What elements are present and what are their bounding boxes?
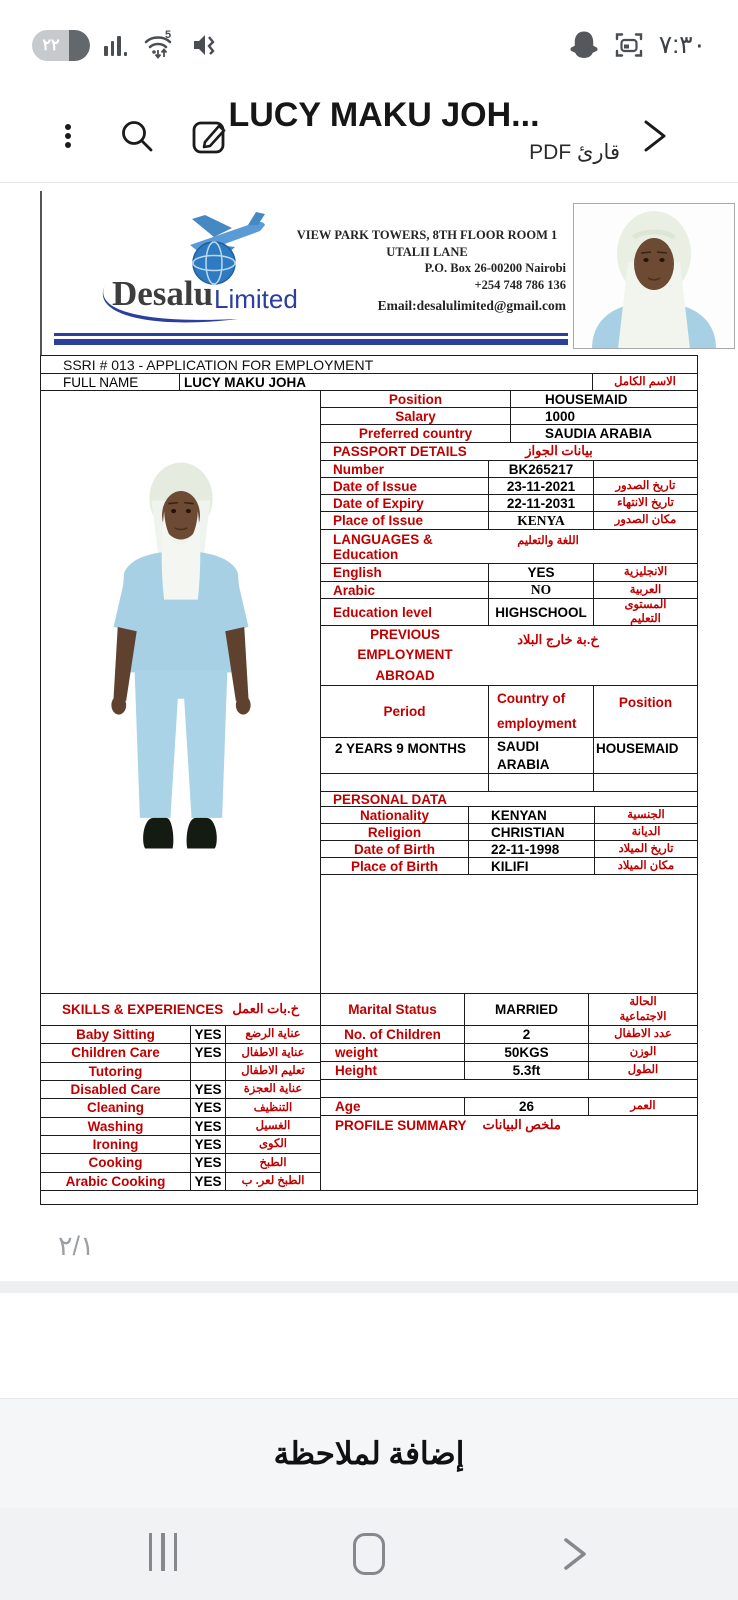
marital-status-value: MARRIED [465,994,589,1025]
place-of-birth-label: Place of Birth [321,858,469,874]
menu-button[interactable] [44,112,92,160]
company-address [288,227,566,315]
skill-row: Disabled Care YES عناية العجزة [41,1081,320,1099]
home-button[interactable] [324,1508,414,1600]
religion-value: CHRISTIAN [469,824,595,840]
age-label-ar: العمر [630,1100,656,1113]
number-value: BK265217 [489,461,594,477]
english-value: YES [489,564,594,581]
full-name-label: FULL NAME [41,374,180,390]
country-value: SAUDI ARABIA [489,738,594,773]
education-level-label-ar: المستوى التعليم [624,598,667,625]
form-bottom-section [41,994,697,1191]
date-of-issue-value: 23-11-2021 [489,478,594,494]
arabic-label: Arabic [321,582,489,598]
number-label-ar [594,461,697,477]
skills-header: SKILLS & EXPERIENCES [62,1002,224,1017]
address-line: +254 748 786 136 [474,277,566,292]
application-form [40,355,698,1205]
vibrate-mute-icon [189,29,221,61]
date-of-expiry-label: Date of Expiry [321,495,489,511]
weight-row: weight 50KGS الوزن [321,1044,697,1062]
personal-data-header: PERSONAL DATA [333,791,448,807]
salary-row [321,408,697,425]
period-column-header: Period [321,686,489,737]
children-row: No. of Children 2 عدد الاطفال [321,1026,697,1044]
date-of-issue-label-ar: تاريخ الصدور [615,479,676,492]
battery-icon [32,30,90,61]
passport-header-ar: بيانات الجواز [525,443,593,459]
applicant-fullbody-photo [41,391,321,993]
previous-employment-header-row [321,626,697,686]
place-of-issue-value: KENYA [489,512,594,529]
nationality-value: KENYAN [469,807,595,823]
preferred-country-value: SAUDIA ARABIA [545,426,652,441]
place-of-birth-value: KILIFI [469,858,595,874]
pdf-page[interactable] [0,183,738,1281]
education-level-row [321,599,697,626]
age-row [321,1098,697,1116]
form-details-panel [321,391,697,993]
employment-position-value: HOUSEMAID [596,741,679,756]
preferred-country-label: Preferred country [321,425,511,442]
app-toolbar [0,90,738,183]
number-label: Number [321,461,489,477]
skill-row: Washing YES الغسيل [41,1118,320,1136]
add-note-button[interactable] [0,1398,738,1508]
skill-row: Ironing YES الكوى [41,1136,320,1154]
skill-row: Cooking YES الطبخ [41,1154,320,1172]
signal-icon [104,32,127,58]
passport-header-row [321,443,697,461]
home-icon [353,1533,385,1575]
education-level-value: HIGHSCHOOL [489,599,594,625]
marital-status-label-ar: الحالة الاجتماعية [619,996,667,1023]
date-of-birth-row [321,841,697,858]
date-of-expiry-row [321,495,697,512]
personal-data-header-row [321,792,697,807]
employment-empty-row [321,774,697,792]
skills-header-ar: خ.بات العمل [232,1001,299,1017]
company-email: Email:desalulimited@gmail.com [377,298,566,313]
position-label: Position [321,391,511,407]
letterhead-left-border [40,191,42,355]
svg-text:5: 5 [165,29,172,41]
marital-status-label: Marital Status [321,994,465,1025]
arabic-label-ar: العربية [629,583,662,596]
skill-row: Baby Sitting YES عناية الرضع [41,1026,320,1044]
clock: ٧:٣٠ [658,31,706,59]
place-of-birth-label-ar: مكان الميلاد [617,859,675,872]
date-of-expiry-label-ar: تاريخ الانتهاء [617,496,674,509]
previous-employment-header-ar: خ.بة خارج البلاد [517,632,599,647]
page-gap-band [0,1281,738,1293]
religion-row [321,824,697,841]
address-line: P.O. Box 26-00200 Nairobi [424,261,566,275]
period-value: 2 YEARS 9 MONTHS [321,738,489,773]
date-of-expiry-value: 22-11-2031 [489,495,594,511]
english-row [321,564,697,582]
place-of-issue-label-ar: مكان الصدور [614,514,677,527]
languages-header: LANGUAGES & Education [333,531,433,562]
english-label-ar: الانجليزية [623,566,668,579]
nationality-label: Nationality [321,807,469,823]
employment-columns-row [321,686,697,738]
app-name: قارئ PDF [529,141,620,164]
date-of-birth-value: 22-11-1998 [469,841,595,857]
religion-label-ar: الديانة [631,825,661,838]
marital-status-row [321,994,697,1026]
passport-number-row [321,461,697,478]
skill-row: Arabic Cooking YES الطبخ لعر. ب [41,1173,320,1190]
date-of-issue-label: Date of Issue [321,478,489,494]
applicant-headshot-photo [573,203,735,349]
system-navigation-bar [0,1508,738,1600]
age-label: Age [321,1098,465,1115]
previous-employment-header: PREVIOUS EMPLOYMENT ABROAD [357,627,453,683]
document-title: LUCY MAKU JOH... [228,96,540,134]
battery-percent: ٢٢ [42,37,60,54]
profile-summary-row [321,1116,697,1134]
status-bar [0,0,738,90]
address-line: VIEW PARK TOWERS, 8TH FLOOR ROOM 1 [296,228,558,242]
salary-value: 1000 [545,408,576,424]
recents-icon [144,1533,182,1576]
add-note-label: إضافة لملاحظة [273,1435,465,1471]
wifi-5g-icon [141,28,175,62]
position-column-header: Position [618,695,673,710]
nationality-row [321,807,697,824]
address-line: UTALII LANE [386,244,468,259]
next-button[interactable] [630,112,678,160]
logo-name-sub: Limited [214,284,298,314]
profile-summary-label: PROFILE SUMMARY [335,1117,467,1133]
english-label: English [321,564,489,581]
logo-name-main: Desalu [112,274,214,313]
place-of-issue-row [321,512,697,530]
full-name-label-ar: الاسم الكامل [614,375,676,388]
skills-table [41,994,321,1190]
position-value: HOUSEMAID [545,391,628,407]
arabic-row [321,582,697,599]
stats-table [321,994,697,1190]
arabic-value: NO [489,582,594,598]
place-of-birth-row [321,858,697,875]
full-name-row [41,374,697,391]
place-of-issue-label: Place of Issue [321,512,489,529]
chevron-right-icon [638,116,670,156]
screen-capture-icon [613,29,645,61]
languages-header-row [321,530,697,564]
form-bottom-strip [41,1191,697,1204]
back-chevron-icon [558,1532,592,1576]
skill-row: Tutoring تعليم الاطفال [41,1063,320,1081]
height-row: Height 5.3ft الطول [321,1062,697,1080]
letterhead-divider [54,333,568,345]
age-value: 26 [465,1098,589,1115]
profile-summary-label-ar: ملخص البيانات [482,1116,561,1132]
date-of-issue-row [321,478,697,495]
religion-label: Religion [321,824,469,840]
date-of-birth-label-ar: تاريخ الميلاد [618,842,674,855]
employment-data-row [321,738,697,774]
nationality-label-ar: الجنسية [627,808,665,821]
form-title: SSRI # 013 - APPLICATION FOR EMPLOYMENT [41,356,697,374]
preferred-country-row [321,425,697,443]
date-of-birth-label: Date of Birth [321,841,469,857]
next-page-preview [0,1293,738,1398]
full-name-value: LUCY MAKU JOHA [180,374,593,390]
languages-header-ar: اللغة والتعليم [517,535,579,547]
education-level-label: Education level [321,599,489,625]
snapchat-icon [569,29,599,61]
country-column-header: Country of employment [489,686,594,737]
skill-row: Cleaning YES التنظيف [41,1099,320,1117]
salary-label: Salary [321,408,511,424]
skill-row: Children Care YES عناية الاطفال [41,1044,320,1062]
stats-empty-row [321,1080,697,1098]
skills-header-row [41,994,320,1026]
recents-button[interactable] [118,1508,208,1600]
passport-header: PASSPORT DETAILS [333,444,467,459]
page-indicator: ٢/١ [58,1231,95,1261]
back-button[interactable] [530,1508,620,1600]
position-row [321,391,697,408]
battery-cap [69,30,90,61]
